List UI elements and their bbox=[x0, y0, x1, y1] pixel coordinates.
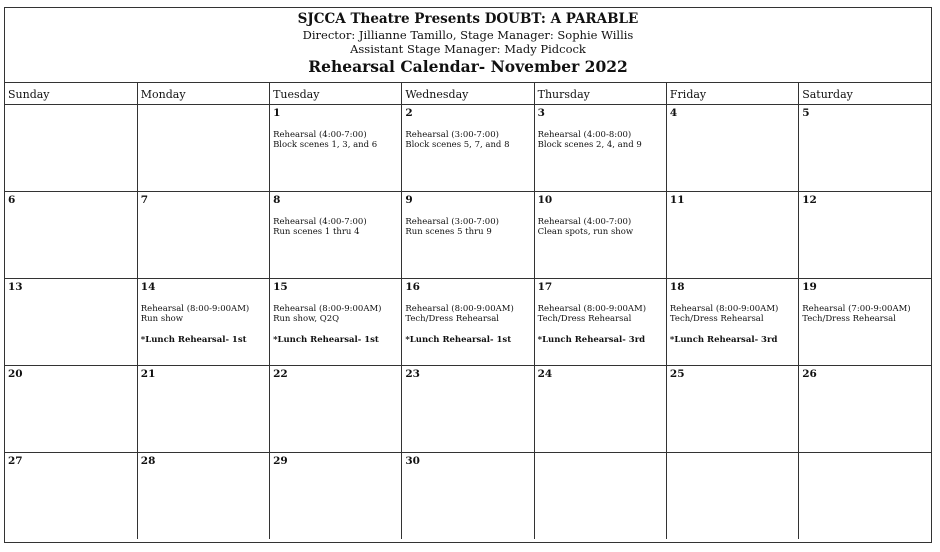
weekday-header-row bbox=[5, 83, 931, 104]
rehearsal-details: Tech/Dress Rehearsal bbox=[537, 314, 632, 324]
day-cell bbox=[534, 191, 666, 278]
lunch-rehearsal-note: *Lunch Rehearsal- 1st bbox=[405, 334, 512, 345]
lunch-rehearsal-note: *Lunch Rehearsal- 3rd bbox=[669, 334, 778, 345]
day-cell bbox=[5, 191, 137, 278]
day-cell bbox=[137, 104, 269, 191]
day-number: 30 bbox=[405, 454, 420, 467]
calendar-week-row bbox=[5, 104, 931, 191]
rehearsal-time: Rehearsal (8:00-9:00AM) bbox=[405, 303, 514, 314]
day-number: 12 bbox=[802, 193, 817, 206]
weekday-header-thursday: Thursday bbox=[534, 83, 666, 104]
day-cell bbox=[402, 104, 534, 191]
day-cell bbox=[270, 191, 402, 278]
rehearsal-time: Rehearsal (7:00-9:00AM) bbox=[802, 303, 911, 314]
day-cell bbox=[799, 452, 931, 539]
day-number: 17 bbox=[537, 280, 553, 293]
day-cell bbox=[799, 191, 931, 278]
weekday-header-monday: Monday bbox=[137, 83, 269, 104]
day-cell bbox=[5, 104, 137, 191]
day-number: 22 bbox=[273, 367, 288, 380]
day-cell bbox=[799, 365, 931, 452]
weekday-header-saturday: Saturday bbox=[799, 83, 931, 104]
rehearsal-time: Rehearsal (8:00-9:00AM) bbox=[537, 303, 647, 314]
calendar-week-row bbox=[5, 452, 931, 539]
lunch-rehearsal-note: *Lunch Rehearsal- 1st bbox=[140, 334, 247, 345]
rehearsal-time: Rehearsal (8:00-9:00AM) bbox=[140, 303, 250, 314]
day-cell bbox=[666, 278, 798, 365]
day-cell bbox=[137, 278, 269, 365]
calendar-week-row bbox=[5, 365, 931, 452]
day-number: 28 bbox=[140, 454, 156, 467]
day-cell bbox=[534, 278, 666, 365]
day-cell bbox=[402, 452, 534, 539]
calendar-week-row bbox=[5, 278, 931, 365]
day-number: 11 bbox=[669, 193, 685, 206]
rehearsal-details: Tech/Dress Rehearsal bbox=[405, 314, 500, 324]
day-number: 19 bbox=[802, 280, 817, 293]
day-number: 1 bbox=[273, 106, 281, 119]
weekday-header-tuesday: Tuesday bbox=[270, 83, 402, 104]
calendar-body bbox=[5, 104, 931, 539]
day-number: 10 bbox=[537, 193, 553, 206]
day-number: 23 bbox=[405, 367, 420, 380]
day-number: 3 bbox=[537, 106, 545, 119]
calendar-page bbox=[4, 7, 932, 543]
calendar-week-row bbox=[5, 191, 931, 278]
credits-line-2: Assistant Stage Manager: Mady Pidcock bbox=[350, 42, 586, 56]
rehearsal-details: Block scenes 1, 3, and 6 bbox=[273, 140, 378, 150]
day-cell bbox=[137, 191, 269, 278]
rehearsal-details: Run scenes 5 thru 9 bbox=[405, 227, 492, 237]
credits-line-1: Director: Jillianne Tamillo, Stage Manager: Sophie Willis bbox=[302, 28, 634, 42]
day-number: 7 bbox=[140, 193, 149, 206]
rehearsal-details: Tech/Dress Rehearsal bbox=[669, 314, 764, 324]
day-cell bbox=[534, 452, 666, 539]
day-cell bbox=[270, 278, 402, 365]
day-number: 16 bbox=[405, 280, 420, 293]
day-number: 25 bbox=[669, 367, 685, 380]
day-cell bbox=[5, 452, 137, 539]
rehearsal-time: Rehearsal (4:00-7:00) bbox=[273, 216, 367, 227]
day-number: 14 bbox=[140, 280, 156, 293]
day-cell bbox=[270, 365, 402, 452]
weekday-header-sunday: Sunday bbox=[5, 83, 137, 104]
day-number: 2 bbox=[405, 106, 413, 119]
day-number: 5 bbox=[802, 106, 810, 119]
rehearsal-time: Rehearsal (3:00-7:00) bbox=[405, 129, 499, 140]
rehearsal-time: Rehearsal (4:00-8:00) bbox=[537, 129, 632, 140]
day-cell bbox=[137, 452, 269, 539]
page-title: SJCCA Theatre Presents DOUBT: A PARABLE bbox=[297, 11, 639, 27]
day-cell bbox=[666, 104, 798, 191]
day-cell bbox=[270, 452, 402, 539]
rehearsal-details: Run show bbox=[140, 314, 184, 324]
rehearsal-details: Block scenes 5, 7, and 8 bbox=[405, 140, 510, 150]
day-number: 24 bbox=[537, 367, 553, 380]
rehearsal-time: Rehearsal (4:00-7:00) bbox=[537, 216, 632, 227]
day-cell bbox=[799, 278, 931, 365]
day-cell bbox=[666, 191, 798, 278]
weekday-header-wednesday: Wednesday bbox=[402, 83, 534, 104]
day-number: 4 bbox=[669, 106, 678, 119]
rehearsal-time: Rehearsal (3:00-7:00) bbox=[405, 216, 499, 227]
weekday-header-friday: Friday bbox=[666, 83, 798, 104]
rehearsal-details: Clean spots, run show bbox=[537, 227, 634, 237]
rehearsal-time: Rehearsal (8:00-9:00AM) bbox=[273, 303, 382, 314]
day-number: 15 bbox=[273, 280, 288, 293]
day-number: 21 bbox=[140, 367, 156, 380]
day-number: 8 bbox=[273, 193, 281, 206]
day-number: 13 bbox=[8, 280, 23, 293]
day-cell bbox=[534, 104, 666, 191]
rehearsal-time: Rehearsal (8:00-9:00AM) bbox=[669, 303, 779, 314]
day-cell bbox=[402, 365, 534, 452]
day-cell bbox=[799, 104, 931, 191]
day-number: 18 bbox=[669, 280, 685, 293]
rehearsal-details: Run scenes 1 thru 4 bbox=[273, 227, 360, 237]
day-cell bbox=[402, 278, 534, 365]
day-number: 6 bbox=[8, 193, 16, 206]
day-cell bbox=[270, 104, 402, 191]
rehearsal-time: Rehearsal (4:00-7:00) bbox=[273, 129, 367, 140]
day-number: 27 bbox=[8, 454, 23, 467]
day-cell bbox=[5, 278, 137, 365]
day-number: 20 bbox=[8, 367, 23, 380]
day-number: 26 bbox=[802, 367, 817, 380]
lunch-rehearsal-note: *Lunch Rehearsal- 1st bbox=[273, 334, 379, 345]
day-cell bbox=[666, 365, 798, 452]
day-cell bbox=[402, 191, 534, 278]
lunch-rehearsal-note: *Lunch Rehearsal- 3rd bbox=[537, 334, 646, 345]
day-cell bbox=[534, 365, 666, 452]
day-number: 29 bbox=[273, 454, 288, 467]
day-number: 9 bbox=[405, 193, 413, 206]
calendar-grid bbox=[5, 83, 931, 539]
day-cell bbox=[137, 365, 269, 452]
rehearsal-details: Run show, Q2Q bbox=[273, 314, 340, 324]
calendar-header bbox=[5, 8, 931, 83]
day-cell bbox=[666, 452, 798, 539]
day-cell bbox=[5, 365, 137, 452]
calendar-title: Rehearsal Calendar- November 2022 bbox=[308, 57, 628, 76]
rehearsal-details: Block scenes 2, 4, and 9 bbox=[537, 140, 642, 150]
rehearsal-details: Tech/Dress Rehearsal bbox=[802, 314, 896, 324]
